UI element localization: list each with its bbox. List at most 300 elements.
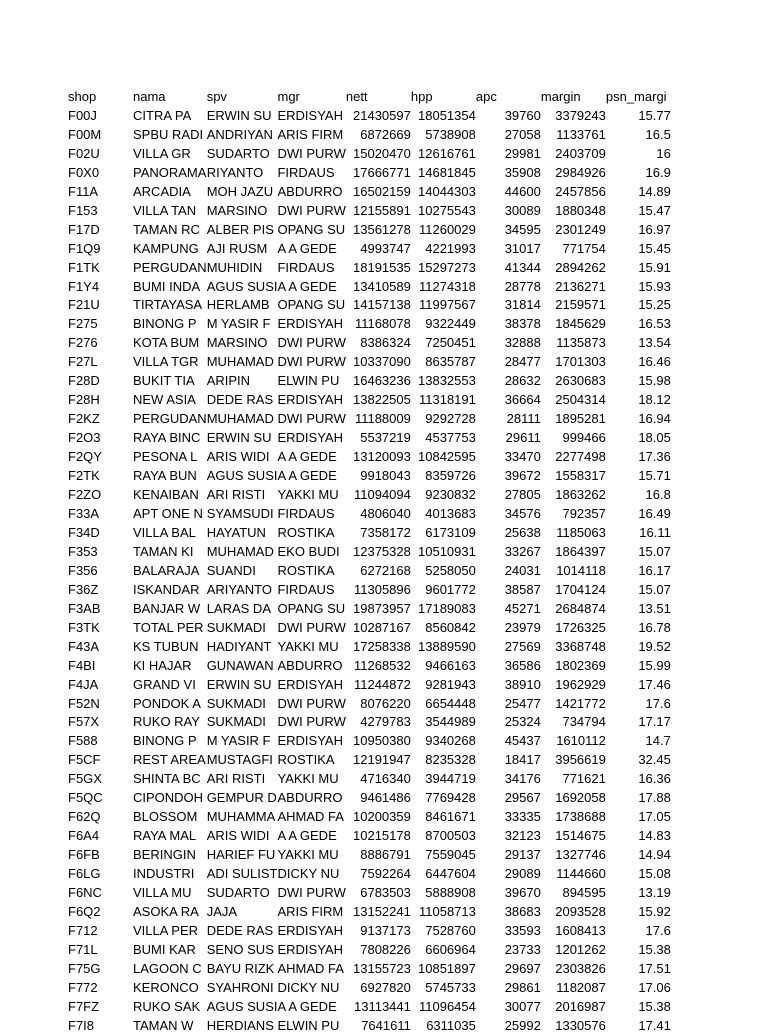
- cell-spv[interactable]: ARIS WIDI: [206, 449, 270, 465]
- cell-nama[interactable]: KERONCO: [133, 979, 199, 995]
- cell-nett[interactable]: 8386324: [360, 335, 411, 351]
- cell-margin[interactable]: 1692058: [555, 790, 606, 806]
- cell-spv[interactable]: SENO SUS: [206, 941, 274, 957]
- cell-apc[interactable]: 35908: [504, 164, 541, 180]
- cell-margin[interactable]: 2303826: [555, 960, 606, 976]
- cell-nama[interactable]: KOTA BUM: [133, 335, 200, 351]
- cell-shop[interactable]: F6A4: [68, 828, 100, 844]
- cell-apc[interactable]: 32123: [504, 828, 541, 844]
- cell-mgr[interactable]: DICKY NU: [277, 866, 340, 882]
- cell-nama[interactable]: TAMAN RC: [133, 221, 200, 237]
- cell-hpp[interactable]: 11096454: [418, 998, 476, 1014]
- cell-nett[interactable]: 6872669: [360, 126, 411, 142]
- header-spv[interactable]: spv: [206, 89, 227, 104]
- cell-mgr[interactable]: YAKKI MU: [277, 487, 339, 503]
- cell-spv[interactable]: DEDE RAS: [206, 392, 274, 408]
- cell-mgr[interactable]: ARIS FIRM: [277, 126, 344, 142]
- cell-spv[interactable]: AGUS SUSI: [206, 278, 278, 294]
- cell-shop[interactable]: F2QY: [68, 449, 102, 465]
- cell-margin[interactable]: 1144660: [556, 866, 606, 882]
- cell-hpp[interactable]: 11274318: [418, 278, 476, 294]
- cell-shop[interactable]: F27L: [68, 354, 98, 370]
- cell-mgr[interactable]: ERDISYAH: [277, 941, 343, 957]
- cell-shop[interactable]: F275: [68, 316, 98, 332]
- cell-nett[interactable]: 14157138: [353, 297, 411, 313]
- cell-hpp[interactable]: 6606964: [425, 941, 476, 957]
- cell-apc[interactable]: 28778: [504, 278, 541, 294]
- cell-shop[interactable]: F353: [68, 543, 98, 559]
- cell-apc[interactable]: 39672: [504, 468, 541, 484]
- cell-margin[interactable]: 1182087: [556, 979, 606, 995]
- cell-spv[interactable]: RIYANTO: [206, 164, 264, 180]
- cell-apc[interactable]: 38910: [504, 676, 541, 692]
- cell-mgr[interactable]: FIRDAUS: [277, 259, 335, 275]
- cell-hpp[interactable]: 4013683: [425, 505, 476, 521]
- cell-hpp[interactable]: 5258050: [425, 562, 476, 578]
- cell-shop[interactable]: F6FB: [68, 847, 100, 863]
- cell-psn-margin[interactable]: 17.36: [638, 449, 671, 465]
- cell-margin[interactable]: 1726325: [555, 619, 606, 635]
- cell-spv[interactable]: ERWIN SU: [206, 107, 272, 123]
- cell-nett[interactable]: 13155723: [353, 960, 411, 976]
- cell-margin[interactable]: 771621: [562, 771, 606, 787]
- cell-spv[interactable]: AJI RUSM: [206, 240, 268, 256]
- cell-mgr[interactable]: ERDISYAH: [277, 430, 343, 446]
- cell-hpp[interactable]: 7559045: [425, 847, 476, 863]
- cell-spv[interactable]: MOH JAZU: [206, 183, 274, 199]
- cell-psn-margin[interactable]: 32.45: [638, 752, 671, 768]
- cell-nett[interactable]: 13561278: [353, 221, 411, 237]
- cell-margin[interactable]: 1327746: [555, 847, 606, 863]
- cell-nama[interactable]: RAYA BUN: [133, 468, 197, 484]
- header-shop[interactable]: shop: [68, 89, 97, 104]
- cell-hpp[interactable]: 4221993: [425, 240, 476, 256]
- cell-shop[interactable]: F21U: [68, 297, 100, 313]
- cell-hpp[interactable]: 12616761: [418, 145, 476, 161]
- cell-psn-margin[interactable]: 15.92: [638, 903, 671, 919]
- cell-shop[interactable]: F2ZO: [68, 487, 102, 503]
- cell-nett[interactable]: 19873957: [353, 600, 411, 616]
- cell-nett[interactable]: 17666771: [353, 164, 411, 180]
- cell-mgr[interactable]: A A GEDE: [277, 998, 337, 1014]
- header-margin[interactable]: margin: [540, 89, 581, 104]
- cell-margin[interactable]: 1864397: [555, 543, 606, 559]
- cell-shop[interactable]: F5QC: [68, 790, 103, 806]
- cell-mgr[interactable]: DWI PURW: [277, 885, 346, 901]
- cell-mgr[interactable]: ERDISYAH: [277, 107, 343, 123]
- cell-psn-margin[interactable]: 17.6: [645, 922, 671, 938]
- cell-apc[interactable]: 31017: [504, 240, 541, 256]
- cell-psn-margin[interactable]: 15.08: [638, 866, 671, 882]
- cell-margin[interactable]: 2159571: [555, 297, 606, 313]
- cell-margin[interactable]: 2457856: [555, 183, 606, 199]
- cell-hpp[interactable]: 6447604: [425, 866, 476, 882]
- cell-nama[interactable]: CIPONDOH: [133, 790, 204, 806]
- cell-margin[interactable]: 3368748: [555, 638, 606, 654]
- cell-spv[interactable]: HADIYANT: [206, 638, 272, 654]
- cell-margin[interactable]: 2136271: [555, 278, 606, 294]
- cell-shop[interactable]: F36Z: [68, 581, 99, 597]
- cell-nett[interactable]: 10287167: [353, 619, 411, 635]
- header-apc[interactable]: apc: [475, 89, 497, 104]
- cell-mgr[interactable]: ERDISYAH: [277, 922, 343, 938]
- cell-apc[interactable]: 33470: [504, 449, 541, 465]
- cell-apc[interactable]: 45271: [504, 600, 541, 616]
- cell-spv[interactable]: ALBER PIS: [206, 221, 274, 237]
- cell-nama[interactable]: TIRTAYASA: [133, 297, 203, 313]
- cell-mgr[interactable]: ERDISYAH: [277, 392, 343, 408]
- cell-psn-margin[interactable]: 18.05: [638, 430, 671, 446]
- cell-shop[interactable]: F75G: [68, 960, 101, 976]
- cell-hpp[interactable]: 11997567: [418, 297, 476, 313]
- cell-hpp[interactable]: 4537753: [425, 430, 476, 446]
- cell-spv[interactable]: ERWIN SU: [206, 676, 272, 692]
- cell-psn-margin[interactable]: 14.89: [638, 183, 671, 199]
- cell-apc[interactable]: 31814: [504, 297, 541, 313]
- cell-nett[interactable]: 6783503: [360, 885, 411, 901]
- cell-hpp[interactable]: 8359726: [425, 468, 476, 484]
- cell-hpp[interactable]: 5745733: [425, 979, 476, 995]
- cell-psn-margin[interactable]: 15.98: [638, 373, 671, 389]
- cell-shop[interactable]: F6LG: [68, 866, 101, 882]
- cell-margin[interactable]: 1880348: [555, 202, 606, 218]
- cell-mgr[interactable]: A A GEDE: [277, 240, 337, 256]
- cell-mgr[interactable]: ROSTIKA: [277, 752, 335, 768]
- cell-apc[interactable]: 28477: [504, 354, 541, 370]
- cell-spv[interactable]: HAYATUN: [206, 524, 266, 540]
- cell-nett[interactable]: 7808226: [360, 941, 411, 957]
- cell-shop[interactable]: F43A: [68, 638, 100, 654]
- cell-nett[interactable]: 10215178: [353, 828, 411, 844]
- cell-apc[interactable]: 38587: [504, 581, 541, 597]
- cell-shop[interactable]: F11A: [68, 183, 99, 199]
- cell-psn-margin[interactable]: 19.52: [638, 638, 671, 654]
- cell-mgr[interactable]: ABDURRO: [277, 657, 343, 673]
- cell-nett[interactable]: 11188009: [354, 411, 411, 427]
- cell-hpp[interactable]: 11260029: [418, 221, 476, 237]
- cell-hpp[interactable]: 9340268: [425, 733, 476, 749]
- cell-shop[interactable]: F71L: [68, 941, 98, 957]
- cell-nama[interactable]: VILLA MU: [133, 885, 192, 901]
- cell-apc[interactable]: 28632: [504, 373, 541, 389]
- cell-spv[interactable]: GUNAWAN: [206, 657, 274, 673]
- cell-mgr[interactable]: DWI PURW: [277, 411, 346, 427]
- cell-nama[interactable]: TAMAN W: [133, 1017, 194, 1033]
- cell-nama[interactable]: BERINGIN: [133, 847, 196, 863]
- cell-psn-margin[interactable]: 15.93: [638, 278, 671, 294]
- cell-hpp[interactable]: 14681845: [418, 164, 476, 180]
- cell-shop[interactable]: F1Q9: [68, 240, 101, 256]
- cell-mgr[interactable]: A A GEDE: [277, 828, 337, 844]
- cell-margin[interactable]: 792357: [562, 505, 606, 521]
- cell-mgr[interactable]: A A GEDE: [277, 468, 337, 484]
- cell-margin[interactable]: 2093528: [555, 903, 606, 919]
- cell-nett[interactable]: 9918043: [360, 468, 411, 484]
- cell-nett[interactable]: 10950380: [353, 733, 411, 749]
- cell-nama[interactable]: PERGUDAN: [133, 259, 207, 275]
- cell-hpp[interactable]: 3544989: [425, 714, 476, 730]
- cell-shop[interactable]: F5GX: [68, 771, 102, 787]
- cell-shop[interactable]: F4JA: [68, 676, 99, 692]
- cell-nett[interactable]: 6272168: [360, 562, 411, 578]
- cell-spv[interactable]: AGUS SUSI: [206, 998, 278, 1014]
- cell-psn-margin[interactable]: 15.47: [638, 202, 671, 218]
- cell-nama[interactable]: CITRA PA: [133, 107, 192, 123]
- cell-nama[interactable]: VILLA BAL: [133, 524, 196, 540]
- cell-nett[interactable]: 13822505: [353, 392, 411, 408]
- cell-margin[interactable]: 1135873: [556, 335, 606, 351]
- cell-nama[interactable]: PESONA L: [133, 449, 198, 465]
- cell-nama[interactable]: ARCADIA: [133, 183, 191, 199]
- cell-nett[interactable]: 12155891: [353, 202, 411, 218]
- cell-psn-margin[interactable]: 18.12: [638, 392, 671, 408]
- cell-nett[interactable]: 11094094: [353, 487, 411, 503]
- cell-hpp[interactable]: 9322449: [425, 316, 476, 332]
- cell-psn-margin[interactable]: 16.17: [638, 562, 671, 578]
- cell-hpp[interactable]: 8560842: [425, 619, 476, 635]
- cell-mgr[interactable]: ARIS FIRM: [277, 903, 344, 919]
- cell-spv[interactable]: M YASIR F: [206, 316, 271, 332]
- cell-spv[interactable]: SUDARTO: [206, 885, 270, 901]
- cell-shop[interactable]: F6NC: [68, 885, 102, 901]
- cell-margin[interactable]: 734794: [562, 714, 606, 730]
- cell-psn-margin[interactable]: 16.49: [638, 505, 671, 521]
- cell-mgr[interactable]: A A GEDE: [277, 449, 337, 465]
- cell-psn-margin[interactable]: 15.77: [638, 107, 671, 123]
- cell-nett[interactable]: 12191947: [353, 752, 411, 768]
- cell-nama[interactable]: KENAIBAN: [133, 487, 199, 503]
- cell-nett[interactable]: 10337090: [353, 354, 411, 370]
- cell-nama[interactable]: BALARAJA: [133, 562, 200, 578]
- cell-nama[interactable]: VILLA TAN: [133, 202, 197, 218]
- cell-nett[interactable]: 9461486: [360, 790, 411, 806]
- header-psn-margin[interactable]: psn_margi: [605, 89, 667, 104]
- cell-shop[interactable]: F1Y4: [68, 278, 100, 294]
- cell-shop[interactable]: F153: [68, 202, 98, 218]
- cell-mgr[interactable]: ABDURRO: [277, 183, 343, 199]
- cell-shop[interactable]: F588: [68, 733, 98, 749]
- cell-nama[interactable]: SPBU RADI: [133, 126, 204, 142]
- cell-nett[interactable]: 13113441: [353, 998, 411, 1014]
- cell-shop[interactable]: F17D: [68, 221, 100, 237]
- cell-mgr[interactable]: AHMAD FA: [277, 960, 344, 976]
- cell-apc[interactable]: 29089: [504, 866, 541, 882]
- cell-apc[interactable]: 33593: [504, 922, 541, 938]
- cell-mgr[interactable]: ELWIN PU: [277, 1017, 340, 1033]
- cell-apc[interactable]: 27569: [504, 638, 541, 654]
- cell-psn-margin[interactable]: 15.91: [638, 259, 671, 275]
- cell-nama[interactable]: RAYA BINC: [133, 430, 201, 446]
- cell-margin[interactable]: 2403709: [555, 145, 606, 161]
- cell-apc[interactable]: 29861: [504, 979, 541, 995]
- cell-hpp[interactable]: 7769428: [425, 790, 476, 806]
- cell-mgr[interactable]: DWI PURW: [277, 695, 346, 711]
- cell-nett[interactable]: 6927820: [360, 979, 411, 995]
- cell-spv[interactable]: MUHAMMA: [206, 809, 276, 825]
- cell-shop[interactable]: F276: [68, 335, 98, 351]
- cell-margin[interactable]: 1608413: [555, 922, 606, 938]
- cell-psn-margin[interactable]: 15.07: [638, 543, 671, 559]
- cell-apc[interactable]: 27058: [504, 126, 541, 142]
- cell-nama[interactable]: REST AREA: [133, 752, 206, 768]
- cell-hpp[interactable]: 8235328: [425, 752, 476, 768]
- cell-nett[interactable]: 11305896: [353, 581, 411, 597]
- cell-nama[interactable]: PONDOK A: [133, 695, 201, 711]
- cell-psn-margin[interactable]: 16: [656, 145, 671, 161]
- cell-nett[interactable]: 10200359: [353, 809, 411, 825]
- cell-shop[interactable]: F34D: [68, 524, 100, 540]
- cell-spv[interactable]: ANDRIYAN: [206, 126, 273, 142]
- header-nama[interactable]: nama: [133, 89, 166, 104]
- cell-mgr[interactable]: ABDURRO: [277, 790, 343, 806]
- cell-mgr[interactable]: YAKKI MU: [277, 771, 339, 787]
- cell-nett[interactable]: 16502159: [353, 183, 411, 199]
- cell-apc[interactable]: 34595: [504, 221, 541, 237]
- cell-mgr[interactable]: OPANG SU: [277, 221, 346, 237]
- cell-shop[interactable]: F00J: [68, 107, 97, 123]
- cell-nama[interactable]: TAMAN KI: [133, 543, 194, 559]
- cell-psn-margin[interactable]: 17.05: [638, 809, 671, 825]
- cell-nama[interactable]: GRAND VI: [133, 676, 196, 692]
- cell-shop[interactable]: F712: [68, 922, 98, 938]
- cell-spv[interactable]: MUHAMAD: [206, 354, 274, 370]
- cell-shop[interactable]: F2TK: [68, 468, 100, 484]
- cell-margin[interactable]: 2984926: [555, 164, 606, 180]
- cell-spv[interactable]: JAJA: [206, 903, 238, 919]
- cell-shop[interactable]: F33A: [68, 505, 100, 521]
- cell-psn-margin[interactable]: 16.53: [638, 316, 671, 332]
- cell-psn-margin[interactable]: 13.54: [638, 335, 671, 351]
- cell-nett[interactable]: 16463236: [353, 373, 411, 389]
- cell-margin[interactable]: 771754: [562, 240, 606, 256]
- cell-hpp[interactable]: 10275543: [418, 202, 476, 218]
- cell-nett[interactable]: 18191535: [353, 259, 411, 275]
- cell-shop[interactable]: F6Q2: [68, 903, 101, 919]
- cell-margin[interactable]: 3956619: [555, 752, 606, 768]
- cell-apc[interactable]: 39670: [504, 885, 541, 901]
- cell-apc[interactable]: 38683: [504, 903, 541, 919]
- cell-nett[interactable]: 21430597: [353, 107, 411, 123]
- cell-spv[interactable]: SYAMSUDI: [206, 505, 274, 521]
- cell-nama[interactable]: BUMI KAR: [133, 941, 196, 957]
- cell-psn-margin[interactable]: 17.46: [638, 676, 671, 692]
- cell-apc[interactable]: 25992: [504, 1017, 541, 1033]
- cell-apc[interactable]: 30089: [504, 202, 541, 218]
- cell-mgr[interactable]: DWI PURW: [277, 335, 346, 351]
- cell-nett[interactable]: 8076220: [360, 695, 411, 711]
- cell-margin[interactable]: 2894262: [555, 259, 606, 275]
- cell-mgr[interactable]: OPANG SU: [277, 297, 346, 313]
- cell-margin[interactable]: 2684874: [555, 600, 606, 616]
- cell-nett[interactable]: 7592264: [360, 866, 411, 882]
- cell-hpp[interactable]: 10510931: [418, 543, 476, 559]
- cell-margin[interactable]: 3379243: [555, 107, 606, 123]
- cell-margin[interactable]: 1610112: [556, 733, 606, 749]
- cell-nama[interactable]: ISKANDAR: [133, 581, 200, 597]
- cell-hpp[interactable]: 3944719: [425, 771, 476, 787]
- cell-shop[interactable]: F2O3: [68, 430, 101, 446]
- cell-margin[interactable]: 999466: [562, 430, 606, 446]
- cell-mgr[interactable]: FIRDAUS: [277, 581, 335, 597]
- cell-mgr[interactable]: DWI PURW: [277, 714, 346, 730]
- cell-nama[interactable]: KS TUBUN: [133, 638, 199, 654]
- cell-nett[interactable]: 12375328: [353, 543, 411, 559]
- cell-nett[interactable]: 13152241: [353, 903, 411, 919]
- cell-psn-margin[interactable]: 17.06: [638, 979, 671, 995]
- cell-nama[interactable]: VILLA GR: [133, 145, 191, 161]
- cell-nama[interactable]: KAMPUNG: [133, 240, 199, 256]
- cell-margin[interactable]: 1738688: [555, 809, 606, 825]
- header-hpp[interactable]: hpp: [410, 89, 433, 104]
- cell-shop[interactable]: F3AB: [68, 600, 101, 616]
- cell-nett[interactable]: 11268532: [353, 657, 411, 673]
- cell-psn-margin[interactable]: 15.38: [638, 941, 671, 957]
- cell-nama[interactable]: BUKIT TIA: [133, 373, 195, 389]
- cell-apc[interactable]: 29567: [504, 790, 541, 806]
- cell-psn-margin[interactable]: 15.25: [638, 297, 671, 313]
- cell-shop[interactable]: F2KZ: [68, 411, 100, 427]
- cell-mgr[interactable]: YAKKI MU: [277, 847, 339, 863]
- cell-psn-margin[interactable]: 16.94: [638, 411, 671, 427]
- cell-spv[interactable]: SUDARTO: [206, 145, 270, 161]
- cell-margin[interactable]: 1701303: [555, 354, 606, 370]
- cell-mgr[interactable]: YAKKI MU: [277, 638, 339, 654]
- cell-spv[interactable]: ARI RISTI: [206, 487, 266, 503]
- cell-spv[interactable]: AGUS SUSI: [206, 468, 278, 484]
- cell-spv[interactable]: GEMPUR D: [206, 790, 277, 806]
- cell-spv[interactable]: MUHAMAD: [206, 543, 274, 559]
- cell-psn-margin[interactable]: 15.38: [638, 998, 671, 1014]
- cell-apc[interactable]: 18417: [504, 752, 541, 768]
- cell-nama[interactable]: KI HAJAR: [133, 657, 192, 673]
- cell-margin[interactable]: 2630683: [555, 373, 606, 389]
- cell-apc[interactable]: 44600: [504, 183, 541, 199]
- cell-apc[interactable]: 33267: [504, 543, 541, 559]
- cell-nama[interactable]: BLOSSOM: [133, 809, 198, 825]
- cell-apc[interactable]: 39760: [504, 107, 541, 123]
- cell-apc[interactable]: 36586: [504, 657, 541, 673]
- cell-shop[interactable]: F00M: [68, 126, 102, 142]
- cell-margin[interactable]: 1558317: [555, 468, 606, 484]
- cell-spv[interactable]: MARSINO: [206, 202, 268, 218]
- cell-psn-margin[interactable]: 16.46: [638, 354, 671, 370]
- cell-mgr[interactable]: ROSTIKA: [277, 524, 335, 540]
- cell-hpp[interactable]: 9466163: [425, 657, 476, 673]
- cell-shop[interactable]: F0X0: [68, 164, 100, 180]
- cell-psn-margin[interactable]: 17.6: [645, 695, 671, 711]
- cell-spv[interactable]: HARIEF FU: [206, 847, 276, 863]
- cell-apc[interactable]: 28111: [506, 411, 541, 427]
- cell-nett[interactable]: 13410589: [353, 278, 411, 294]
- cell-spv[interactable]: ERWIN SU: [206, 430, 272, 446]
- cell-mgr[interactable]: ERDISYAH: [277, 316, 343, 332]
- cell-shop[interactable]: F28D: [68, 373, 100, 389]
- cell-hpp[interactable]: 13832553: [418, 373, 476, 389]
- cell-hpp[interactable]: 9281943: [425, 676, 476, 692]
- cell-margin[interactable]: 1802369: [555, 657, 606, 673]
- cell-nett[interactable]: 15020470: [353, 145, 411, 161]
- cell-shop[interactable]: F7FZ: [68, 998, 100, 1014]
- cell-hpp[interactable]: 5888908: [425, 885, 476, 901]
- cell-mgr[interactable]: DWI PURW: [277, 145, 346, 161]
- cell-nama[interactable]: SHINTA BC: [133, 771, 201, 787]
- cell-margin[interactable]: 1514675: [555, 828, 606, 844]
- cell-spv[interactable]: SUKMADI: [206, 714, 266, 730]
- cell-hpp[interactable]: 6311035: [426, 1017, 476, 1033]
- cell-shop[interactable]: F5CF: [68, 752, 101, 768]
- cell-margin[interactable]: 1330576: [555, 1017, 606, 1033]
- cell-nett[interactable]: 7358172: [360, 524, 411, 540]
